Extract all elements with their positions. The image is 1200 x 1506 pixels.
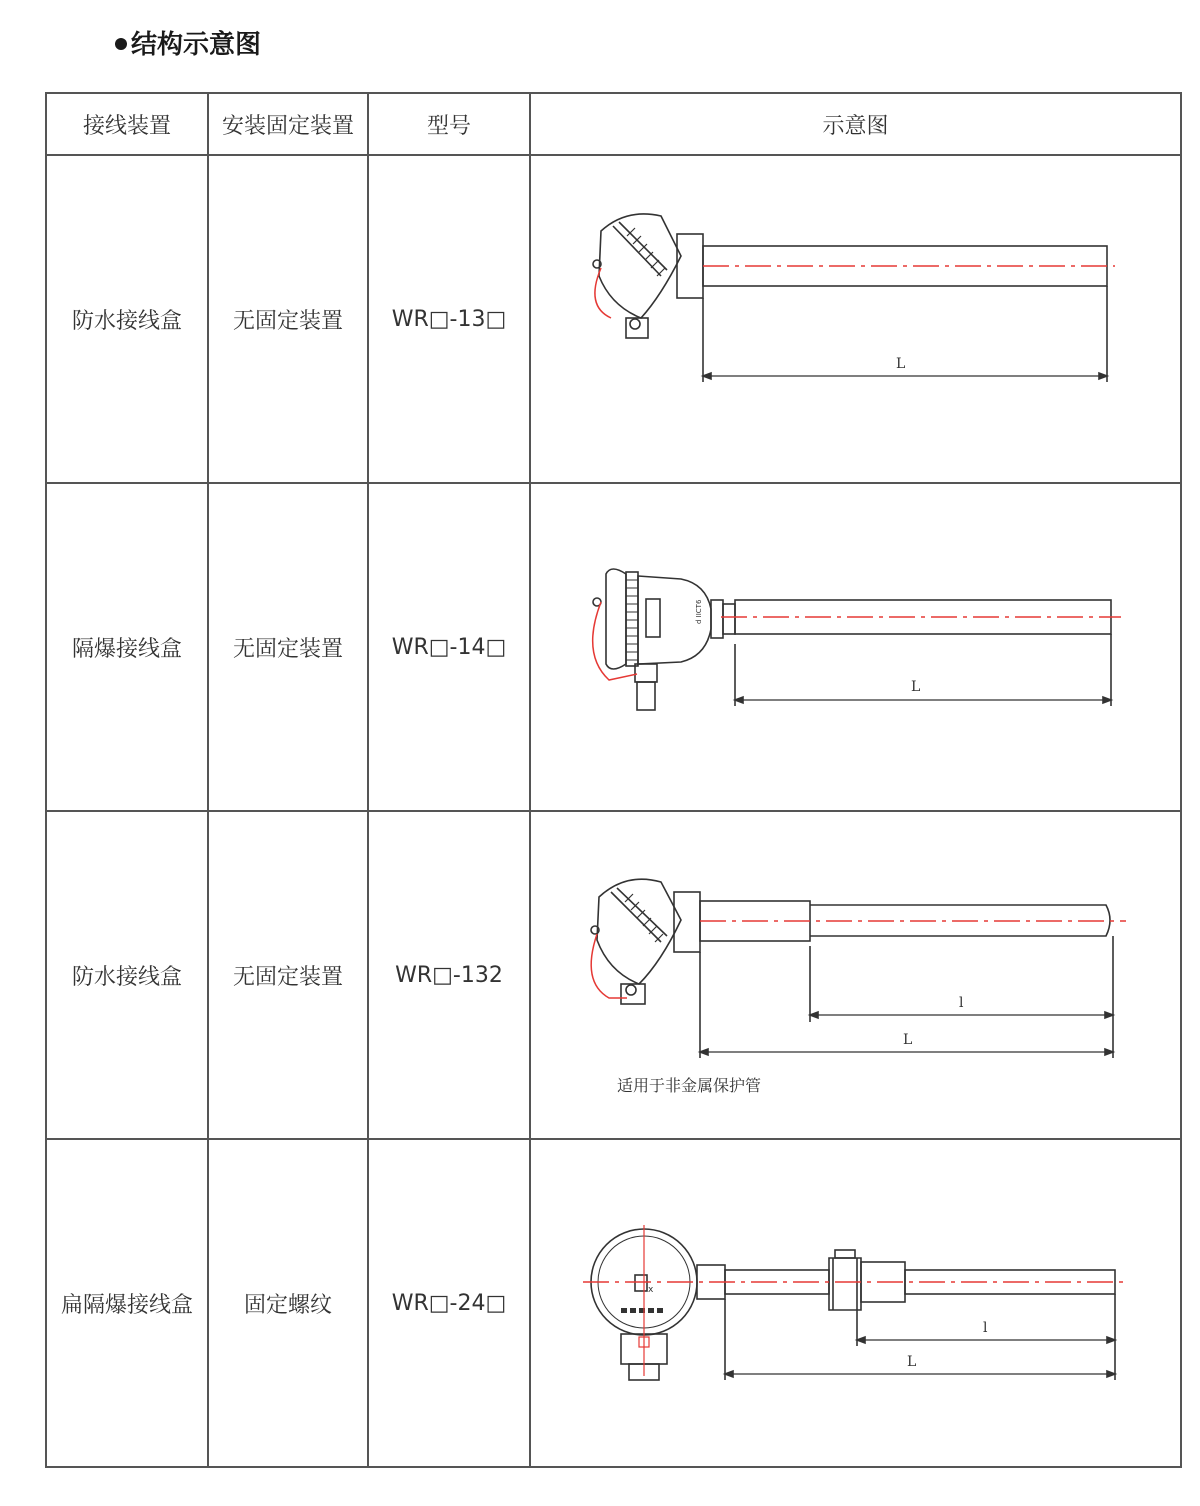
cell-model: WR□-14□ [368, 483, 530, 811]
dimension-label-l: l [983, 1320, 988, 1336]
table-row [46, 811, 1181, 1139]
header-wiring: 接线装置 [46, 93, 208, 155]
head-marking: x [648, 1285, 654, 1295]
dimension-label-l: l [959, 995, 964, 1011]
table-row [46, 155, 1181, 483]
page-title: 结构示意图 [115, 24, 261, 61]
dimension-label-L: L [907, 1354, 917, 1370]
cell-model: WR□-13□ [368, 155, 530, 483]
thermocouple-diagram-13 [531, 156, 1180, 482]
cell-wiring: 隔爆接线盒 [46, 483, 208, 811]
cell-model: WR□-24□ [368, 1139, 530, 1467]
table-row [46, 1139, 1181, 1467]
dimension-label-L: L [896, 356, 906, 372]
thermocouple-diagram-24 [531, 1140, 1180, 1466]
dimension-label-L: L [911, 679, 921, 695]
header-mounting: 安装固定装置 [208, 93, 368, 155]
structure-table [45, 92, 1182, 1468]
cell-mounting: 无固定装置 [208, 483, 368, 811]
thermocouple-diagram-132 [531, 812, 1180, 1138]
cell-mounting: 固定螺纹 [208, 1139, 368, 1467]
cell-diagram [530, 811, 1181, 1139]
header-diagram: 示意图 [530, 93, 1181, 155]
dimension-label-L: L [903, 1032, 913, 1048]
cell-diagram [530, 155, 1181, 483]
table-row [46, 483, 1181, 811]
cell-wiring: 防水接线盒 [46, 155, 208, 483]
cell-model: WR□-132 [368, 811, 530, 1139]
bullet-icon [115, 38, 127, 50]
cell-diagram [530, 483, 1181, 811]
table-header-row [46, 93, 1181, 155]
header-model: 型号 [368, 93, 530, 155]
thermocouple-diagram-14 [531, 484, 1180, 810]
diagram-note: 适用于非金属保护管 [617, 1076, 762, 1095]
nameplate-marks-icon [621, 1308, 663, 1313]
cell-mounting: 无固定装置 [208, 155, 368, 483]
cell-mounting: 无固定装置 [208, 811, 368, 1139]
head-marking: d IICT6 [695, 599, 703, 624]
cell-wiring: 扁隔爆接线盒 [46, 1139, 208, 1467]
cell-diagram [530, 1139, 1181, 1467]
cell-wiring: 防水接线盒 [46, 811, 208, 1139]
